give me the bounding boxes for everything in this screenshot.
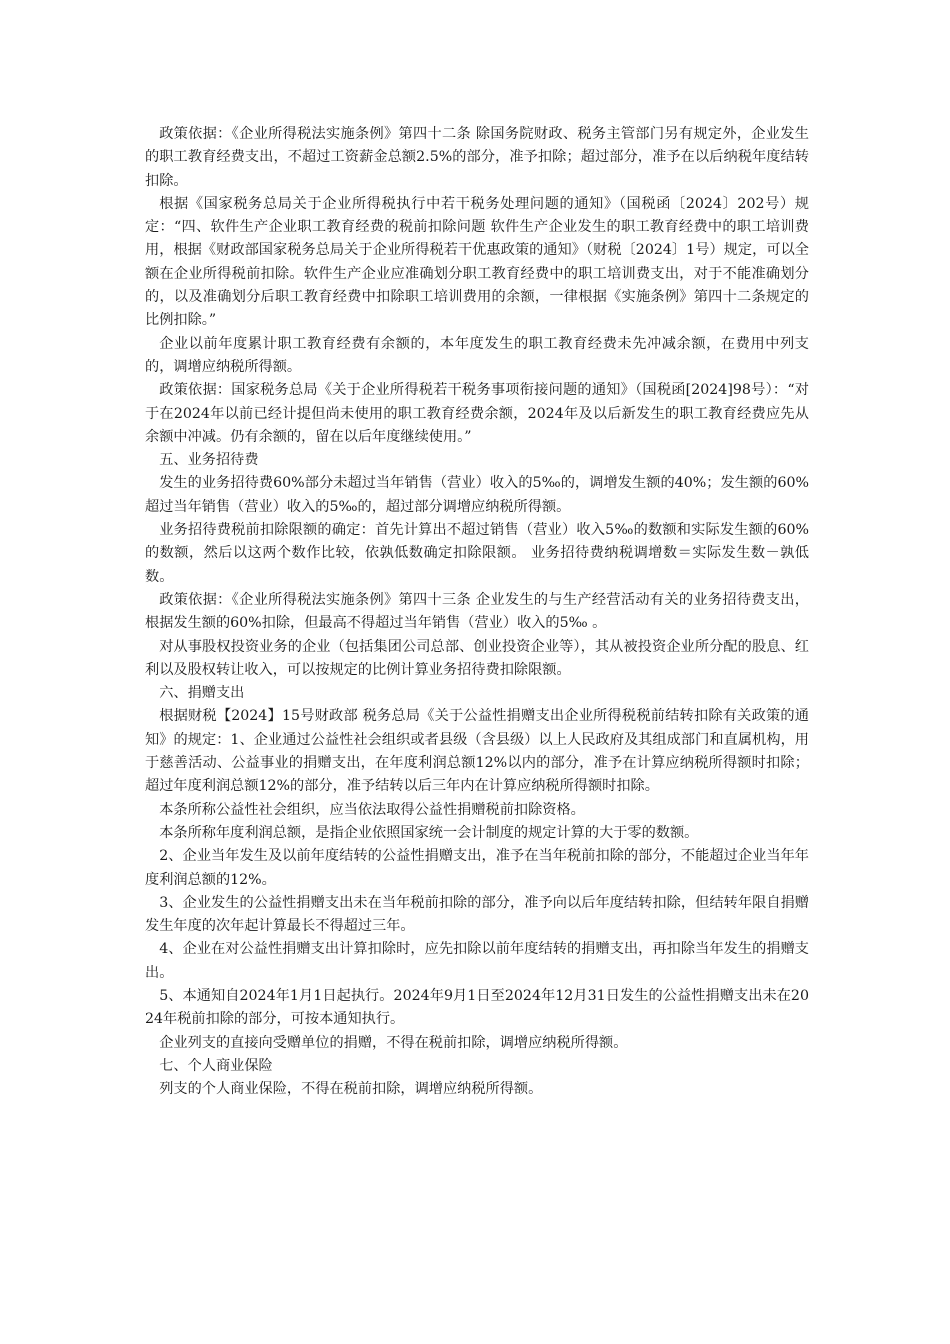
section-heading: 五、业务招待费 — [159, 452, 259, 469]
paragraph: 4、企业在对公益性捐赠支出计算扣除时，应先扣除以前年度结转的捐赠支出，再扣除当年发生的捐赠支出。 — [145, 941, 809, 981]
paragraph: 3、企业发生的公益性捐赠支出未在当年税前扣除的部分，准予向以后年度结转扣除，但结转年限自捐赠发生年度的次年起计算最长不得超过三年。 — [145, 894, 809, 935]
paragraph: 根据财税【2024】15号财政部 税务总局《关于公益性捐赠支出企业所得税税前结转扣除有关政策的通知》的规定：1、企业通过公益性社会组织或者县级（含县级）以上人民政府及其组成部门和直属机构，用于慈善活动、公益事业的捐赠支出，在年度利润总额12%以内的部分，准予在计算应纳税所得额时扣除；超过年度利润总额12%的部分，准予结转以后三年内在计算应纳税所得额时扣除。 — [145, 708, 809, 795]
paragraph: 本条所称年度利润总额，是指企业依照国家统一会计制度的规定计算的大于零的数额。 — [159, 824, 699, 841]
paragraph: 2、企业当年发生及以前年度结转的公益性捐赠支出，准予在当年税前扣除的部分，不能超过企业当年年度利润总额的12%。 — [145, 848, 809, 888]
paragraph: 5、本通知自2024年1月1日起执行。2024年9月1日至2024年12月31日发生的公益性捐赠支出未在2024年税前扣除的部分，可按本通知执行。 — [145, 987, 809, 1028]
document-body — [145, 123, 809, 1101]
paragraph: 政策依据：《企业所得税法实施条例》第四十三条 企业发生的与生产经营活动有关的业务招待费支出，根据发生额的60%扣除，但最高不得超过当年销售（营业）收入的5‰ 。 — [145, 591, 809, 632]
paragraph: 对从事股权投资业务的企业（包括集团公司总部、创业投资企业等），其从被投资企业所分配的股息、红利以及股权转让收入，可以按规定的比例计算业务招待费扣除限额。 — [145, 638, 809, 678]
section-heading: 六、捐赠支出 — [159, 685, 245, 702]
paragraph: 根据《国家税务总局关于企业所得税执行中若干税务处理问题的通知》（国税函〔2024〕202号）规定：“四、软件生产企业职工教育经费的税前扣除问题 软件生产企业发生的职工教育经费中的职工培训费用，根据《财政部国家税务总局关于企业所得税若干优惠政策的通知》（财税〔2024〕1号）规定，可以全额在企业所得税前扣除。软件生产企业应准确划分职工教育经费中的职工培训费支出，对于不能准确划分的，以及准确划分后职工教育经费中扣除职工培训费用的余额，一律根据《实施条例》第四十二条规定的比例扣除。” — [145, 195, 809, 329]
paragraph: 列支的个人商业保险，不得在税前扣除，调增应纳税所得额。 — [159, 1081, 543, 1098]
paragraph: 本条所称公益性社会组织，应当依法取得公益性捐赠税前扣除资格。 — [159, 801, 585, 818]
paragraph: 企业列支的直接向受赠单位的捐赠，不得在税前扣除，调增应纳税所得额。 — [159, 1034, 628, 1051]
paragraph: 发生的业务招待费60%部分未超过当年销售（营业）收入的5‰的，调增发生额的40%；发生额的60%超过当年销售（营业）收入的5‰的，超过部分调增应纳税所得额。 — [145, 475, 809, 515]
paragraph: 政策依据：国家税务总局《关于企业所得税若干税务事项衔接问题的通知》（国税函[2024]98号）：“对于在2024年以前已经计提但尚未使用的职工教育经费余额，2024年及以后新发生的职工教育经费应先从余额中冲减。仍有余额的，留在以后年度继续使用。” — [145, 382, 809, 445]
section-heading: 七、个人商业保险 — [159, 1057, 273, 1074]
paragraph: 业务招待费税前扣除限额的确定：首先计算出不超过销售（营业）收入5‰的数额和实际发生额的60%的数额，然后以这两个数作比较，依孰低数确定扣除限额。 业务招待费纳税调增数＝实际发生数－孰低数。 — [145, 522, 809, 585]
paragraph: 企业以前年度累计职工教育经费有余额的，本年度发生的职工教育经费未先冲减余额，在费用中列支的，调增应纳税所得额。 — [145, 335, 809, 375]
paragraph: 政策依据：《企业所得税法实施条例》第四十二条 除国务院财政、税务主管部门另有规定外，企业发生的职工教育经费支出，不超过工资薪金总额2.5%的部分，准予扣除；超过部分，准予在以后纳税年度结转扣除。 — [145, 126, 809, 189]
